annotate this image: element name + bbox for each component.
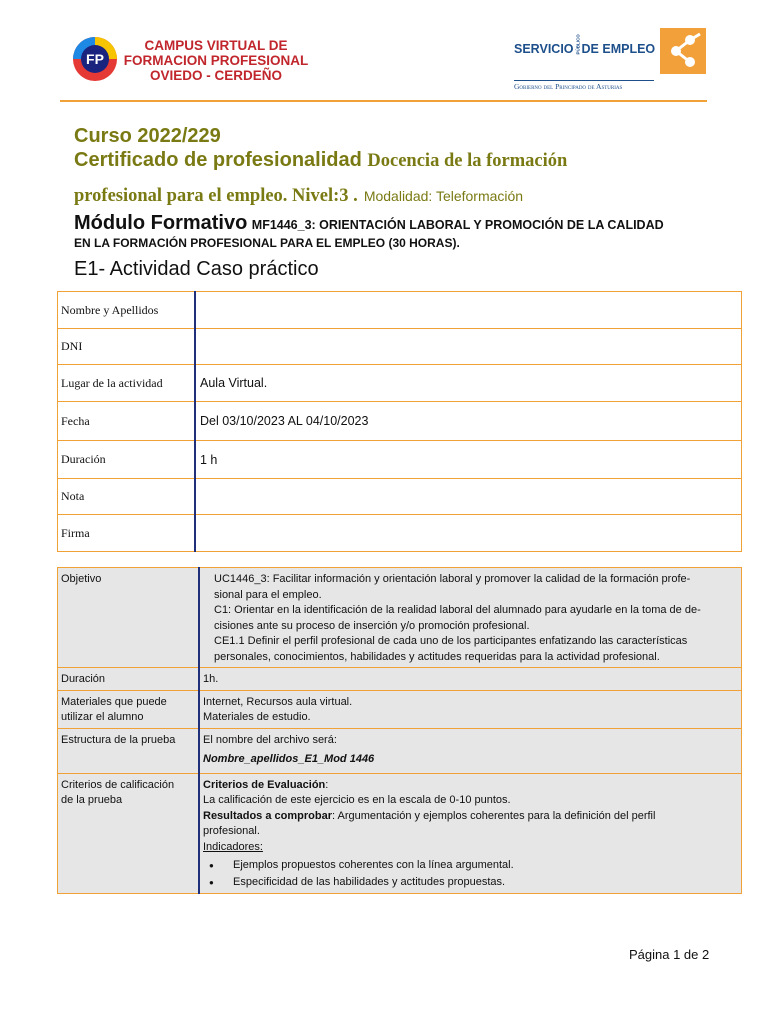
page-number: Página 1 de 2: [629, 947, 710, 962]
grade-field[interactable]: [195, 479, 742, 515]
table-row: [58, 728, 742, 773]
title-block: [74, 124, 724, 281]
file-name-text: Nombre_apellidos_E1_Mod 1446: [203, 753, 375, 765]
fp-logo-icon: [72, 36, 118, 82]
dni-field[interactable]: [195, 329, 742, 365]
row-label: Duración: [58, 441, 196, 479]
estructura-value: El nombre del archivo será: Nombre_apellidos_E1_Mod 1446: [199, 728, 742, 773]
row-label: DNI: [58, 329, 196, 365]
indicator-list: [203, 857, 737, 891]
table-row: [58, 568, 742, 668]
table-row: [58, 515, 742, 552]
sepe-logo-icon: [660, 28, 706, 74]
table-row: [58, 365, 742, 402]
activity-details-table: [57, 567, 742, 894]
row-label: Lugar de la actividad: [58, 365, 196, 402]
table-row: [58, 402, 742, 441]
certificate-level: profesional para el empleo. Nivel:3 . Modalidad: Teleformación: [74, 186, 524, 206]
campus-line: FORMACION PROFESIONAL: [123, 53, 309, 68]
name-field[interactable]: [195, 292, 742, 329]
row-label: Firma: [58, 515, 196, 552]
row-label: Nota: [58, 479, 196, 515]
duration-value: 1 h: [195, 441, 742, 479]
materiales-label: Materiales que puede utilizar el alumno: [58, 690, 200, 728]
campus-line: OVIEDO - CERDEÑO: [149, 68, 282, 83]
table-row: [58, 292, 742, 329]
course-title: Curso 2022/229: [74, 125, 221, 147]
sepe-logo-text: SERVICIO PÚBLICO DE EMPLEO: [514, 34, 656, 56]
table-row: [58, 329, 742, 365]
row-label: Fecha: [58, 402, 196, 441]
table-row: [58, 690, 742, 728]
module-title: Módulo Formativo MF1446_3: ORIENTACIÓN LABORAL Y PROMOCIÓN DE LA CALIDAD EN LA FORMACIÓN PROFESIONAL PARA EL EMPLEO (30 HORAS).: [74, 212, 664, 250]
duracion-label: Duración: [58, 668, 200, 691]
campus-line: CAMPUS VIRTUAL DE: [144, 38, 288, 53]
certificate-title: Certificado de profesionalidad Docencia de la formación: [74, 149, 568, 171]
table-row: [58, 441, 742, 479]
indicadores-heading: Indicadores:: [203, 840, 263, 853]
fp-logo-text: FP: [86, 51, 104, 67]
materiales-value: Internet, Recursos aula virtual. Materiales de estudio.: [199, 690, 742, 728]
table-row: [58, 668, 742, 691]
date-value: Del 03/10/2023 AL 04/10/2023: [195, 402, 742, 441]
list-item: ● Especificidad de las habilidades y actitudes propuestas.: [233, 874, 737, 891]
criterios-label: Criterios de calificación de la prueba: [58, 773, 200, 894]
signature-field[interactable]: [195, 515, 742, 552]
header-divider: [60, 100, 707, 102]
row-label: Nombre y Apellidos: [58, 292, 196, 329]
table-row: [58, 479, 742, 515]
objetivo-label: Objetivo: [58, 568, 200, 668]
location-value: Aula Virtual.: [195, 365, 742, 402]
table-row: [58, 773, 742, 894]
duracion-value: 1h.: [199, 668, 742, 691]
criterios-value: Criterios de Evaluación: La calificación de este ejercicio es en la escala de 0-10 puntos. Resultados a comprobar: Argumentación y ejemplos coherentes para la definición del perfil profesional. Indicadores: ● Ejemplos propuestos coherentes con la línea argumental. ● Especificidad de las habilidades y actitudes propuestas.: [199, 773, 742, 894]
modality-text: Modalidad: Teleformación: [363, 188, 524, 204]
student-info-table: [57, 291, 742, 552]
gobierno-asturias-text: Gobierno del Principado de Asturias: [514, 80, 654, 91]
list-item: ● Ejemplos propuestos coherentes con la línea argumental.: [233, 857, 737, 874]
activity-title: E1- Actividad Caso práctico: [74, 258, 319, 280]
estructura-label: Estructura de la prueba: [58, 728, 200, 773]
campus-title: [116, 38, 316, 83]
objetivo-value: UC1446_3: Facilitar información y orientación laboral y promover la calidad de la formación profe- sional para el empleo. C1: Orientar en la identificación de la realidad laboral del alumnado para ayudarle en la toma de de- cisiones ante su proceso de inserción y/o promoción profesional. CE1.1 Definir el perfil profesional de cada uno de los participantes enfatizando las características personales, conocimientos, habilidades y actitudes requeridas para la actividad profesional.: [199, 568, 742, 668]
